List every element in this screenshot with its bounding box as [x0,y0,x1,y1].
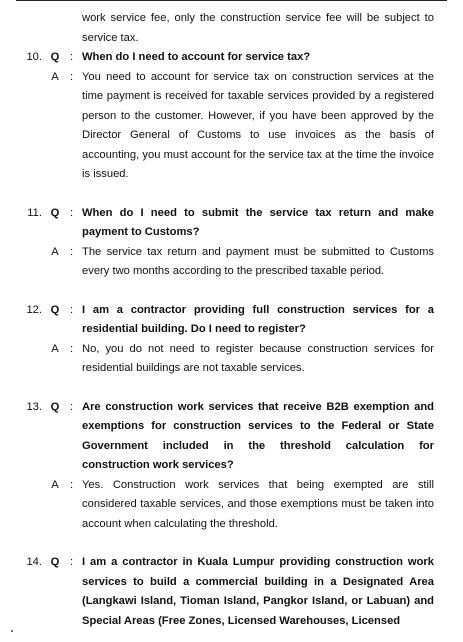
colon: : [70,478,74,491]
item-number: 11. [27,206,42,219]
question-label: Q [50,51,60,63]
question-text: I am a contractor in Kuala Lumpur providing construction work services to build a commercial building in a Designated Area (Langkawi Island, Tioman Island, Pangkor Island, or Labuan) and Special Areas (Free Zones, Licensed Warehouses, Licensed [82,556,434,627]
item-number: 13. [26,400,42,413]
answer-label: A [51,342,59,355]
colon: : [70,51,74,63]
question-label: Q [50,303,60,316]
answer-label: A [51,245,59,258]
question-label: Q [50,400,60,413]
question-text: When do I need to account for service tax? [82,51,311,63]
faq-answer-11 [0,243,463,282]
item-number: 10. [26,51,42,63]
colon: : [70,206,74,219]
colon: : [70,400,74,413]
colon: : [70,245,74,258]
faq-question-13 [0,398,463,476]
question-text: I am a contractor providing full construction services for a residential building. Do I need to register? [82,303,434,335]
question-label: Q [50,206,60,219]
continuation-text: work service fee, only the construction service fee will be subject to service tax. [82,12,434,44]
faq-question-14 [0,553,463,631]
colon: : [70,342,74,355]
faq-answer-10 [0,68,463,185]
question-text: Are construction work services that receive B2B exemption and exemptions for construction services to the Federal or State Government included in the threshold calculation for construction work services? [82,400,434,471]
faq-question-12 [0,301,463,340]
answer-label: A [51,70,59,83]
question-label: Q [50,556,60,568]
faq-question-11 [0,204,463,243]
answer-text: No, you do not need to register because construction services for residential buildings are not taxable services. [82,342,434,374]
colon: : [70,303,74,316]
faq-answer-12 [0,340,463,379]
continuation-paragraph [0,9,463,48]
question-text: When do I need to submit the service tax return and make payment to Customs? [82,206,434,238]
item-number: 12. [26,303,42,316]
page-mark [11,630,13,632]
answer-text: You need to account for service tax on construction services at the time payment is received for taxable services provided by a registered person to the customer. However, if you have been approved by the Director General of Customs to use invoices as the basis of accounting, you must account for the service tax at the time the invoice is issued. [82,70,434,180]
faq-answer-13 [0,476,463,535]
answer-text: Yes. Construction work services that being exempted are still considered taxable services, and those exemptions must be taken into account when calculating the threshold. [82,478,434,530]
answer-text: The service tax return and payment must be submitted to Customs every two months according to the prescribed taxable period. [82,245,434,277]
item-number: 14. [26,556,42,568]
faq-question-10 [0,48,463,68]
colon: : [70,70,74,83]
answer-label: A [51,478,59,491]
colon: : [70,556,74,568]
